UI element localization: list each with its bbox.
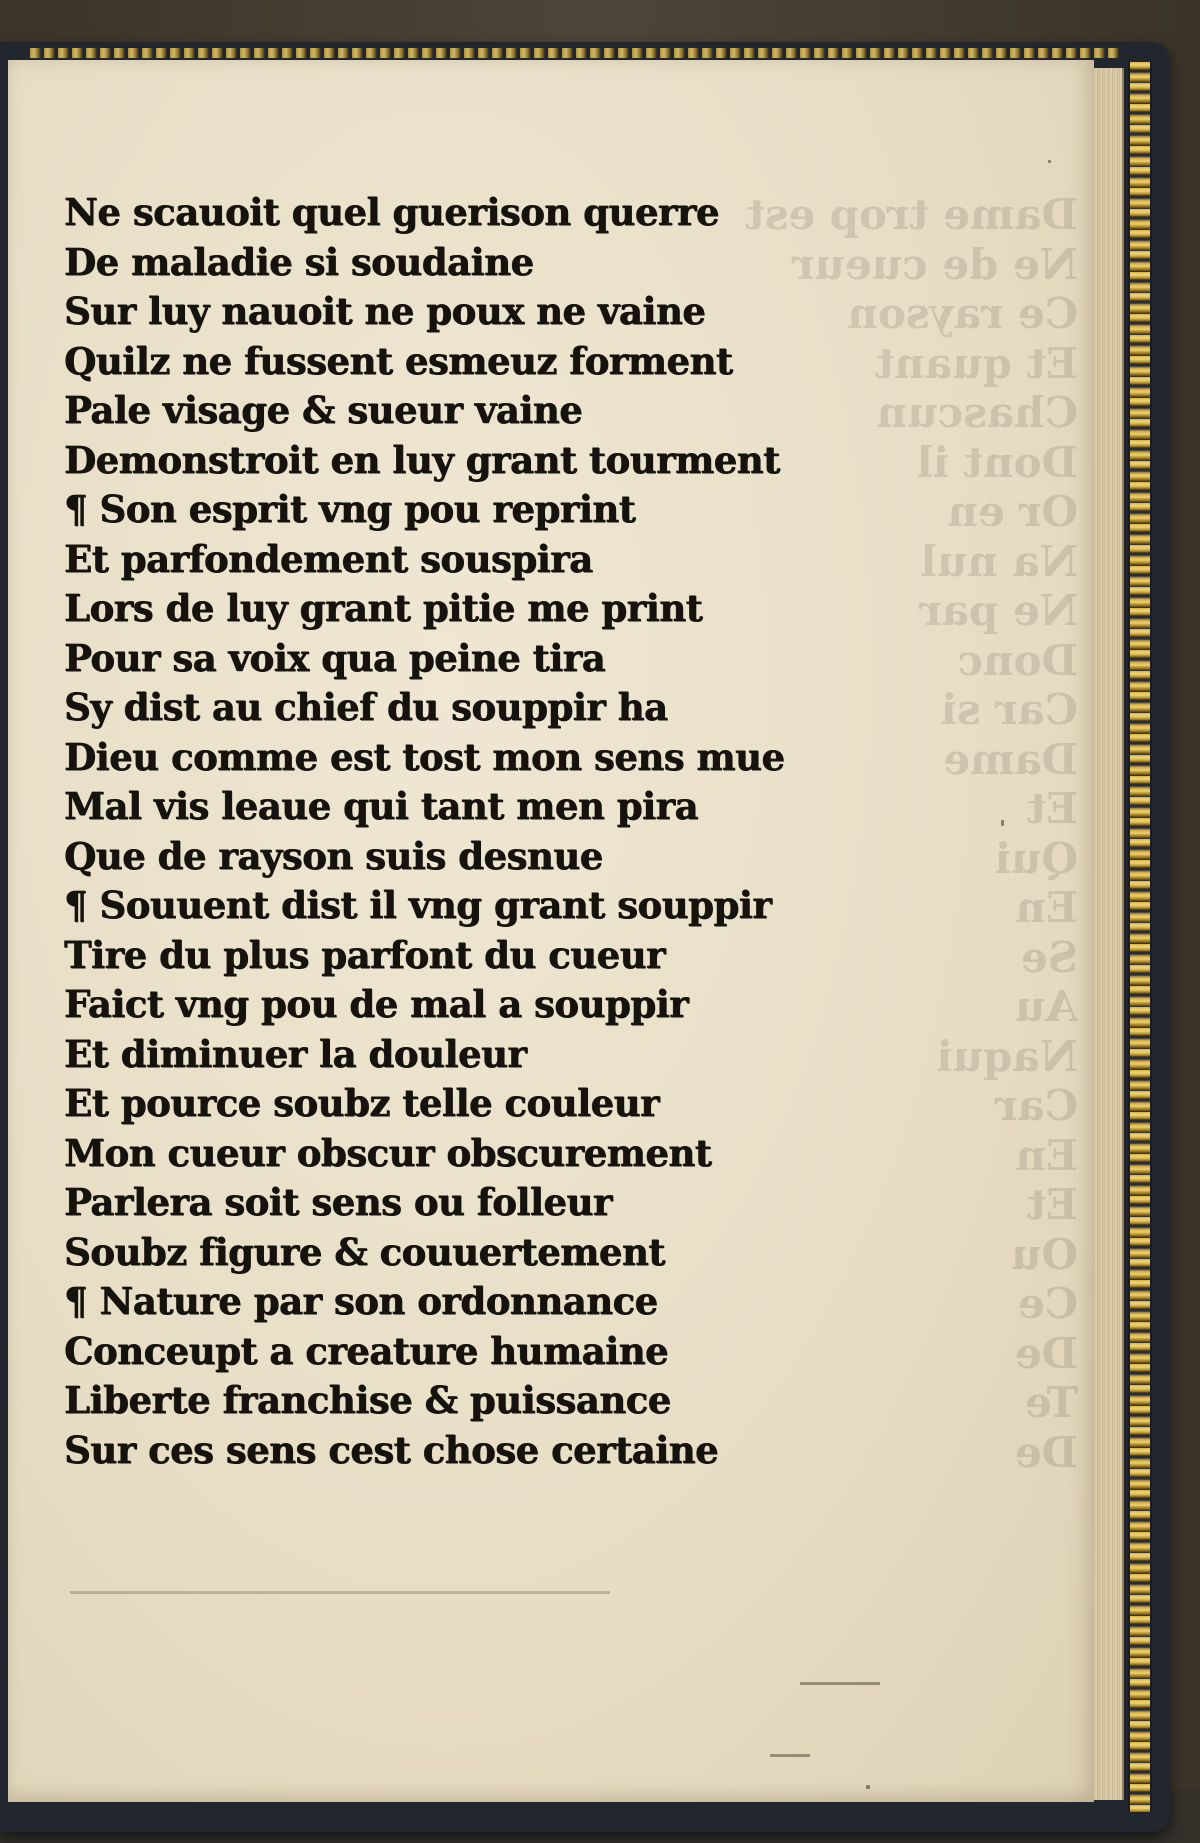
book-page <box>8 60 1094 1802</box>
ink-speck <box>1001 820 1004 826</box>
verse-line: Et pource soubz telle couleur <box>64 1081 660 1125</box>
verso-show-through: Dame trop est Ne de cueur Ce rayson Et quant Chascun Dont il Or en Na nul Ne par Donc Car si Dame Et Qui En Se Au Naqui Car En Et Ou Ce De Te De <box>745 190 1078 1477</box>
verse-line: Pale visage & sueur vaine <box>64 388 583 432</box>
verse-line: Sy dist au chief du souppir ha <box>64 685 668 729</box>
verse-text-block <box>64 188 864 1475</box>
gilt-border-top <box>30 48 1120 58</box>
ink-speck <box>866 1785 870 1789</box>
gilt-border-fore-edge <box>1128 62 1152 1812</box>
ink-trace <box>70 1591 610 1594</box>
verse-line: ¶ Souuent dist il vng grant souppir <box>64 883 772 927</box>
ink-trace <box>800 1682 880 1685</box>
verse-line: De maladie si soudaine <box>64 239 534 284</box>
verse-line: Ne scauoit quel guerison querre <box>64 190 719 234</box>
verse-line: Que de rayson suis desnue <box>64 833 603 878</box>
verse-line: Demonstroit en luy grant tourment <box>64 437 780 482</box>
verse-line: Et diminuer la douleur <box>64 1031 527 1076</box>
verse-line: Parlera soit sens ou folleur <box>64 1180 612 1224</box>
verse-line: Mon cueur obscur obscurement <box>64 1130 712 1175</box>
verse-line: Sur ces sens cest chose certaine <box>64 1427 719 1472</box>
verse-line: Et parfondement souspira <box>64 536 593 581</box>
ink-trace <box>770 1754 810 1757</box>
verse-line: Conceupt a creature humaine <box>64 1328 669 1373</box>
verse-line: Quilz ne fussent esmeuz forment <box>64 338 733 383</box>
verse-line: Liberte franchise & puissance <box>64 1378 671 1422</box>
verse-line: Sur luy nauoit ne poux ne vaine <box>64 289 706 333</box>
verse-line: ¶ Nature par son ordonnance <box>64 1279 658 1323</box>
verse-line: Faict vng pou de mal a souppir <box>64 982 689 1026</box>
verse-line: Dieu comme est tost mon sens mue <box>64 734 785 779</box>
verse-line: Mal vis leaue qui tant men pira <box>64 784 699 828</box>
ink-speck <box>1048 160 1051 163</box>
verse-line: Tire du plus parfont du cueur <box>64 932 666 977</box>
verse-line: ¶ Son esprit vng pou reprint <box>64 487 636 531</box>
verse-line: Soubz figure & couuertement <box>64 1229 665 1274</box>
verse-line: Lors de luy grant pitie me print <box>64 586 703 630</box>
verse-line: Pour sa voix qua peine tira <box>64 635 606 680</box>
